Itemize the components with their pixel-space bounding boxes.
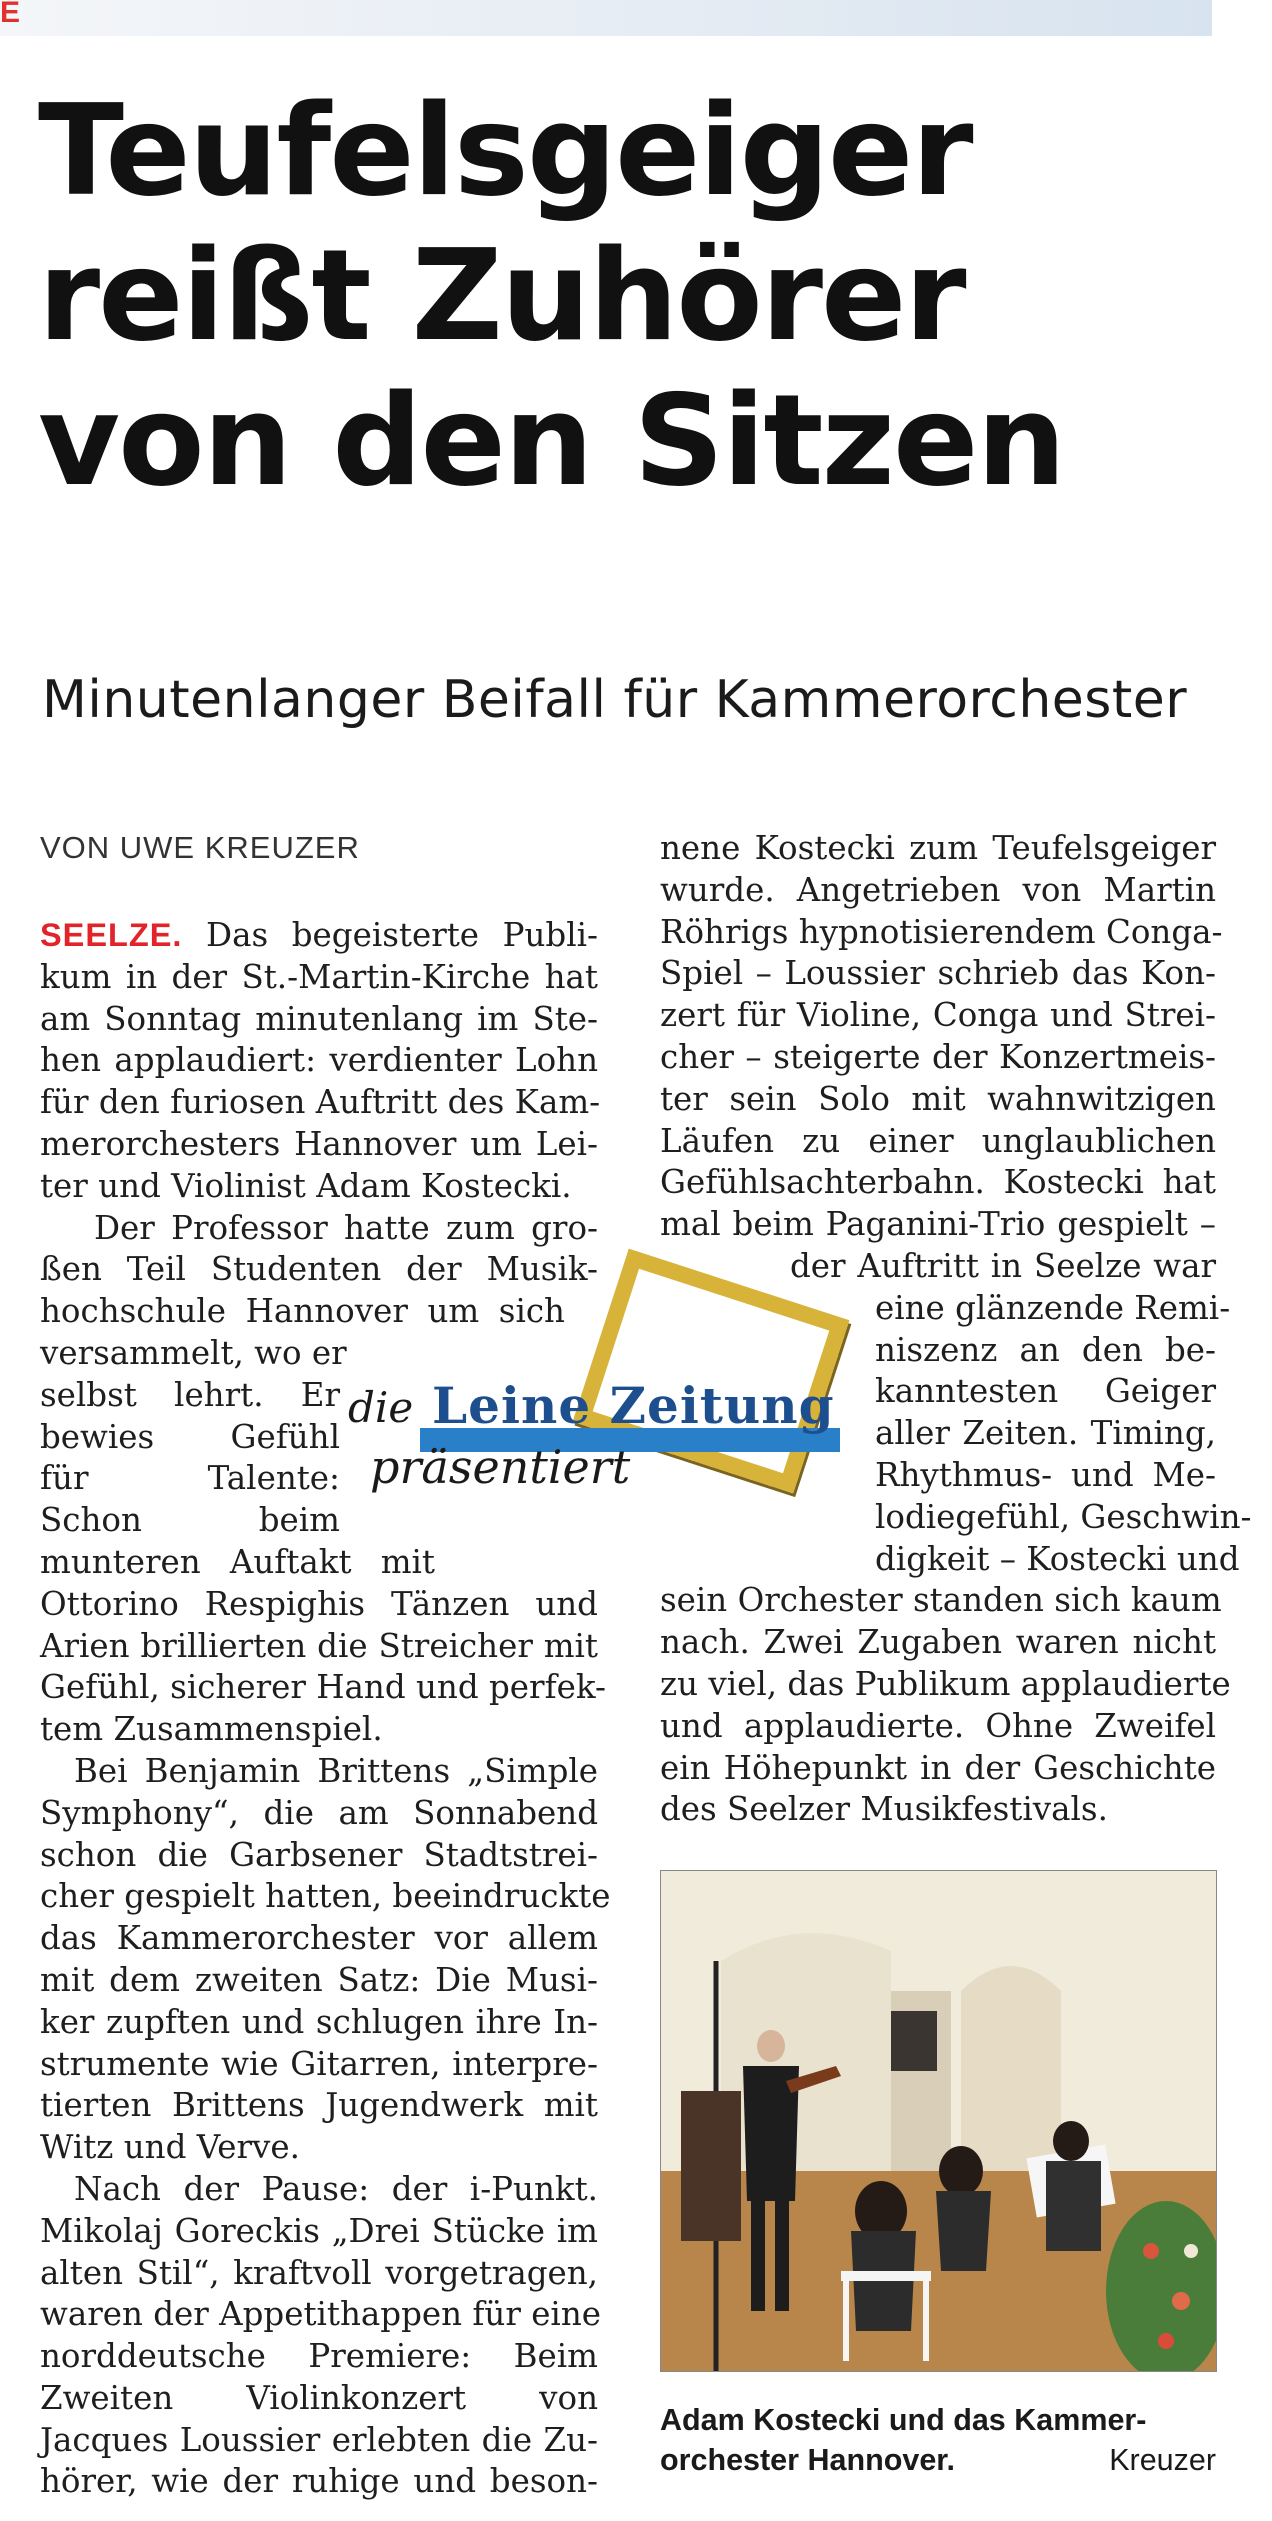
flower — [1184, 2244, 1198, 2258]
text-line: Bei Benjamin Brittens „Simple — [74, 1751, 598, 1790]
photo-caption — [660, 2400, 1216, 2480]
musician-head — [1053, 2121, 1089, 2161]
concert-photo — [660, 1870, 1217, 2372]
text-line: niszenz an den be- — [875, 1330, 1216, 1369]
text-line: ßen Teil Studenten der Musik- — [40, 1250, 598, 1289]
cellist — [681, 2091, 741, 2241]
musician-head — [939, 2146, 983, 2196]
text-line: eine glänzende Remi- — [875, 1288, 1231, 1327]
text-line: zert für Violine, Conga und Strei- — [660, 996, 1216, 1035]
chair-leg — [923, 2281, 929, 2361]
flower — [1172, 2292, 1190, 2310]
concert-scene — [661, 1871, 1216, 2371]
text-line: der Auftritt in Seelze war — [790, 1246, 1216, 1285]
text-line: des Seelzer Musikfestivals. — [660, 1790, 1108, 1829]
text-line: merorchesters Hannover um Lei- — [40, 1124, 598, 1163]
text-line: ker zupften und schlugen ihre In- — [40, 2002, 598, 2041]
text-line: zu viel, das Publikum applaudierte — [660, 1664, 1231, 1703]
flower — [1143, 2243, 1159, 2259]
text-line: Röhrigs hypnotisierendem Conga- — [660, 912, 1223, 951]
text-line: ter sein Solo mit wahnwitzigen — [660, 1079, 1216, 1118]
text-line: am Sonntag minutenlang im Ste- — [40, 999, 598, 1038]
byline: VON UWE KREUZER — [40, 830, 360, 865]
text-line: SEELZE. Das begeisterte Publi- — [40, 916, 598, 954]
text-line: ter und Violinist Adam Kostecki. — [40, 1166, 572, 1205]
text-line: kum in der St.-Martin-Kirche hat — [40, 957, 598, 996]
article-column-left — [40, 915, 611, 2503]
musician-body — [936, 2191, 991, 2271]
text-line: Schon beim — [40, 1501, 340, 1540]
text-line: Witz und Verve. — [40, 2128, 300, 2167]
text-line: aller Zeiten. Timing, — [875, 1414, 1216, 1453]
text-line: mal beim Paganini-Trio gespielt – — [660, 1205, 1216, 1244]
dateline: SEELZE. — [40, 917, 183, 953]
headline — [38, 78, 1238, 513]
logo-suffix: präsentiert — [370, 1440, 631, 1494]
text-line: tem Zusammenspiel. — [40, 1710, 383, 1749]
text-line: digkeit – Kostecki und — [875, 1539, 1240, 1578]
text-line: schon die Garbsener Stadtstrei- — [40, 1835, 598, 1874]
text-line: sein Orchester standen sich kaum — [660, 1581, 1222, 1620]
text-line: für Talente: — [40, 1459, 340, 1498]
text-line: munteren Auftakt mit — [40, 1542, 435, 1581]
text-line: versammelt, wo er — [40, 1333, 347, 1372]
text-line: selbst lehrt. Er — [40, 1375, 340, 1414]
text-line: Der Professor hatte zum gro- — [94, 1208, 598, 1247]
text-line: hörer, wie der ruhige und beson- — [40, 2462, 598, 2501]
text-line: hochschule Hannover um sich — [40, 1292, 565, 1331]
text-line: ein Höhepunkt in der Geschichte — [660, 1748, 1216, 1787]
text-line: Zweiten Violinkonzert von — [40, 2378, 598, 2417]
violinist-leg — [751, 2201, 765, 2311]
text-line: strumente wie Gitarren, interpre- — [40, 2044, 598, 2083]
text-line: Spiel – Loussier schrieb das Kon- — [660, 954, 1216, 993]
painting — [891, 2011, 937, 2071]
text-line: Mikolaj Goreckis „Drei Stücke im — [40, 2211, 598, 2250]
text-line: waren der Appetithappen für eine — [40, 2295, 601, 2334]
text-line: Ottorino Respighis Tänzen und — [40, 1584, 598, 1623]
white-chair — [841, 2271, 931, 2281]
logo-brand: Leine Zeitung — [432, 1376, 835, 1435]
top-color-strip — [0, 0, 1212, 36]
text-line: für den furiosen Auftritt des Kam- — [40, 1083, 601, 1122]
text-line: cher – steigerte der Konzertmeis- — [660, 1037, 1216, 1076]
violinist-leg — [775, 2201, 789, 2311]
headline-line-2: reißt Zuhörer — [38, 222, 965, 369]
text-line: und applaudierte. Ohne Zweifel — [660, 1706, 1216, 1745]
text-line: kanntesten Geiger — [875, 1372, 1216, 1411]
text-line: Läufen zu einer unglaublichen — [660, 1121, 1216, 1160]
chair-leg — [843, 2281, 849, 2361]
subheadline: Minutenlanger Beifall für Kammerorchester — [42, 670, 1188, 730]
headline-line-3: von den Sitzen — [38, 367, 1065, 514]
text-line: tierten Brittens Jugendwerk mit — [40, 2086, 598, 2125]
text-line: Nach der Pause: der i-Punkt. — [74, 2169, 598, 2208]
text-line: Symphony“, die am Sonnabend — [40, 1793, 598, 1832]
leine-zeitung-logo — [340, 1280, 850, 1520]
text-line: Gefühlsachterbahn. Kostecki hat — [660, 1163, 1216, 1202]
photo-credit: Kreuzer — [1109, 2443, 1216, 2477]
text-line: nene Kostecki zum Teufelsgeiger — [660, 829, 1216, 867]
text-line: bewies Gefühl — [40, 1417, 340, 1456]
text-line: norddeutsche Premiere: Beim — [40, 2337, 598, 2376]
text-line: wurde. Angetrieben von Martin — [660, 870, 1216, 909]
window-arch — [961, 1966, 1061, 2171]
text-line: Gefühl, sicherer Hand und perfek- — [40, 1668, 606, 1707]
headline-line-1: Teufelsgeiger — [38, 77, 972, 224]
caption-line-1: Adam Kostecki und das Kammer- — [660, 2403, 1147, 2437]
text-line: cher gespielt hatten, beeindruckte — [40, 1877, 611, 1916]
edge-mark: E — [0, 0, 21, 29]
logo-prefix: die — [348, 1383, 414, 1432]
text-line: das Kammerorchester vor allem — [40, 1919, 598, 1958]
text-line: Jacques Loussier erlebten die Zu- — [40, 2420, 598, 2459]
violinist-head — [757, 2030, 785, 2062]
musician-body — [1046, 2161, 1101, 2251]
flower — [1158, 2333, 1174, 2349]
text-line: nach. Zwei Zugaben waren nicht — [660, 1623, 1216, 1662]
text-line: Rhythmus- und Me- — [875, 1455, 1216, 1494]
text-line: Arien brillierten die Streicher mit — [40, 1626, 598, 1665]
text-line: mit dem zweiten Satz: Die Musi- — [40, 1960, 598, 1999]
text-line: lodiegefühl, Geschwin- — [875, 1497, 1252, 1536]
text-line: hen applaudiert: verdienter Lohn — [40, 1041, 598, 1080]
text-line: alten Stil“, kraftvoll vorgetragen, — [40, 2253, 598, 2292]
caption-line-2: orchester Hannover. — [660, 2443, 955, 2477]
